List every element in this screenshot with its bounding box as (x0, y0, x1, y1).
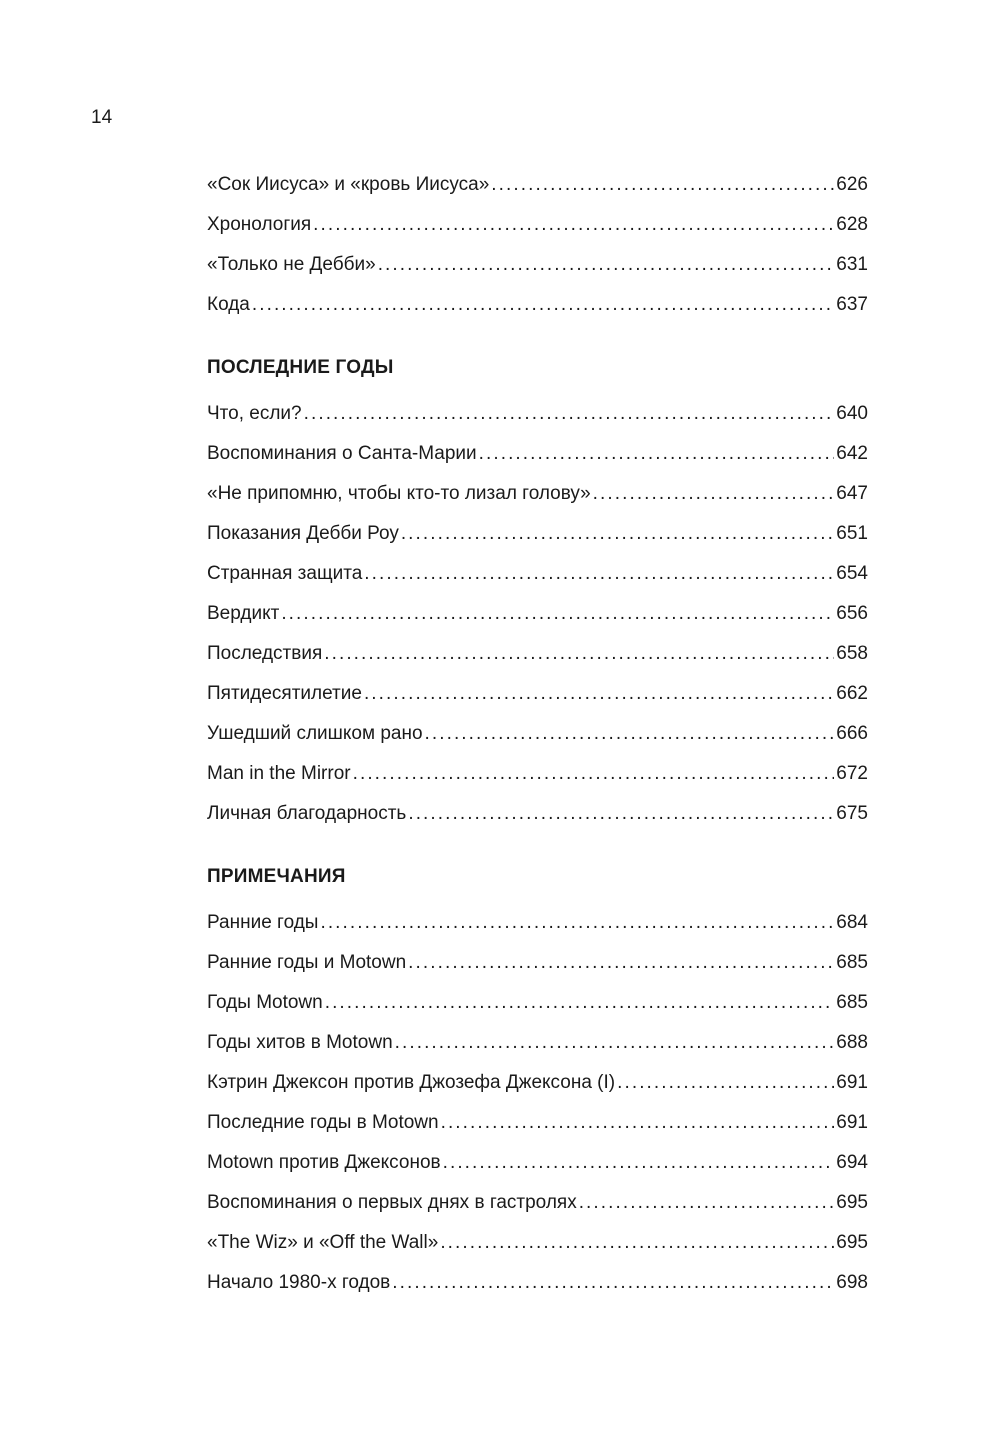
dot-leader (395, 1030, 835, 1056)
toc-entry-title: «Не припомню, чтобы кто-то лизал голову» (207, 483, 591, 504)
toc-entry[interactable] (207, 761, 868, 801)
toc-entry-title: Показания Дебби Роу (207, 523, 399, 544)
dot-leader (443, 1150, 835, 1176)
toc-entry[interactable] (207, 910, 868, 950)
toc-entry-page: 684 (836, 912, 868, 933)
toc-entry-page: 642 (836, 443, 868, 464)
toc-entry-page: 654 (836, 563, 868, 584)
toc-entry-title: «Только не Дебби» (207, 254, 376, 275)
table-of-contents (207, 172, 868, 1310)
toc-entry[interactable] (207, 561, 868, 601)
toc-entry-page: 698 (836, 1272, 868, 1293)
toc-entry[interactable] (207, 1230, 868, 1270)
dot-leader (408, 950, 834, 976)
toc-entry-title: Последние годы в Motown (207, 1112, 439, 1133)
toc-entry[interactable] (207, 641, 868, 681)
toc-entry-page: 656 (836, 603, 868, 624)
toc-entry[interactable] (207, 172, 868, 212)
dot-leader (313, 212, 834, 238)
toc-entry-page: 658 (836, 643, 868, 664)
toc-entry-title: «The Wiz» и «Off the Wall» (207, 1232, 439, 1253)
toc-entry[interactable] (207, 721, 868, 761)
toc-entry[interactable] (207, 681, 868, 721)
section-heading: ПОСЛЕДНИЕ ГОДЫ (207, 357, 394, 378)
toc-entry-title: Кода (207, 294, 250, 315)
toc-entry-title: Годы хитов в Motown (207, 1032, 393, 1053)
dot-leader (392, 1270, 834, 1296)
dot-leader (593, 481, 835, 507)
toc-entry[interactable] (207, 292, 868, 332)
toc-entry-title: Вердикт (207, 603, 280, 624)
dot-leader (408, 801, 834, 827)
toc-entry[interactable] (207, 521, 868, 561)
toc-entry[interactable] (207, 212, 868, 252)
toc-entry-page: 666 (836, 723, 868, 744)
dot-leader (441, 1110, 835, 1136)
toc-entry[interactable] (207, 481, 868, 521)
toc-entry-title: Странная защита (207, 563, 363, 584)
toc-entry-page: 628 (836, 214, 868, 235)
dot-leader (617, 1070, 834, 1096)
dot-leader (491, 172, 834, 198)
toc-entry-page: 691 (836, 1112, 868, 1133)
toc-entry-title: Последствия (207, 643, 323, 664)
toc-entry[interactable] (207, 1190, 868, 1230)
dot-leader (364, 681, 834, 707)
toc-entry-title: Ранние годы и Motown (207, 952, 407, 973)
toc-entry-page: 626 (836, 174, 868, 195)
toc-entry-title: Man in the Mirror (207, 763, 351, 784)
toc-entry-title: Воспоминания о Санта-Марии (207, 443, 477, 464)
toc-entry[interactable] (207, 601, 868, 641)
toc-entry-page: 685 (836, 952, 868, 973)
toc-entry-title: Что, если? (207, 403, 302, 424)
toc-entry-page: 637 (836, 294, 868, 315)
dot-leader (252, 292, 834, 318)
section-heading: ПРИМЕЧАНИЯ (207, 866, 346, 887)
toc-entry[interactable] (207, 401, 868, 441)
toc-entry-page: 675 (836, 803, 868, 824)
dot-leader (479, 441, 835, 467)
dot-leader (364, 561, 834, 587)
toc-entry-page: 695 (836, 1192, 868, 1213)
toc-entry-title: Хронология (207, 214, 312, 235)
toc-entry-title: Начало 1980-х годов (207, 1272, 391, 1293)
toc-entry-title: Воспоминания о первых днях в гастролях (207, 1192, 577, 1213)
toc-entry-page: 631 (836, 254, 868, 275)
toc-entry[interactable] (207, 1150, 868, 1190)
toc-entry-page: 640 (836, 403, 868, 424)
dot-leader (320, 910, 834, 936)
toc-entry-page: 685 (836, 992, 868, 1013)
toc-entry-page: 672 (836, 763, 868, 784)
toc-entry-title: Ранние годы (207, 912, 319, 933)
toc-entry[interactable] (207, 990, 868, 1030)
toc-entry-title: Личная благодарность (207, 803, 407, 824)
toc-entry-title: «Сок Иисуса» и «кровь Иисуса» (207, 174, 490, 195)
toc-section-last-years (207, 355, 868, 841)
toc-entry-page: 691 (836, 1072, 868, 1093)
toc-entry-title: Кэтрин Джексон против Джозефа Джексона (I) (207, 1072, 616, 1093)
dot-leader (401, 521, 834, 547)
dot-leader (353, 761, 835, 787)
toc-entry[interactable] (207, 441, 868, 481)
toc-entry-page: 662 (836, 683, 868, 704)
dot-leader (378, 252, 835, 278)
toc-entry-title: Годы Motown (207, 992, 323, 1013)
toc-entry-page: 688 (836, 1032, 868, 1053)
dot-leader (579, 1190, 835, 1216)
toc-entry-page: 647 (836, 483, 868, 504)
dot-leader (324, 641, 834, 667)
toc-entry-title: Пятидесятилетие (207, 683, 362, 704)
toc-entry-page: 694 (836, 1152, 868, 1173)
toc-entry[interactable] (207, 252, 868, 292)
toc-section-continuation (207, 172, 868, 332)
toc-section-notes (207, 864, 868, 1310)
toc-entry[interactable] (207, 1030, 868, 1070)
dot-leader (325, 990, 835, 1016)
dot-leader (304, 401, 835, 427)
toc-entry[interactable] (207, 1070, 868, 1110)
toc-entry-page: 651 (836, 523, 868, 544)
toc-entry-title: Motown против Джексонов (207, 1152, 441, 1173)
dot-leader (281, 601, 834, 627)
toc-entry-page: 695 (836, 1232, 868, 1253)
page-number: 14 (91, 107, 113, 128)
dot-leader (440, 1230, 834, 1256)
toc-entry[interactable] (207, 1110, 868, 1150)
toc-entry[interactable] (207, 801, 868, 841)
toc-entry[interactable] (207, 950, 868, 990)
toc-entry-title: Ушедший слишком рано (207, 723, 423, 744)
dot-leader (425, 721, 835, 747)
toc-entry[interactable] (207, 1270, 868, 1310)
